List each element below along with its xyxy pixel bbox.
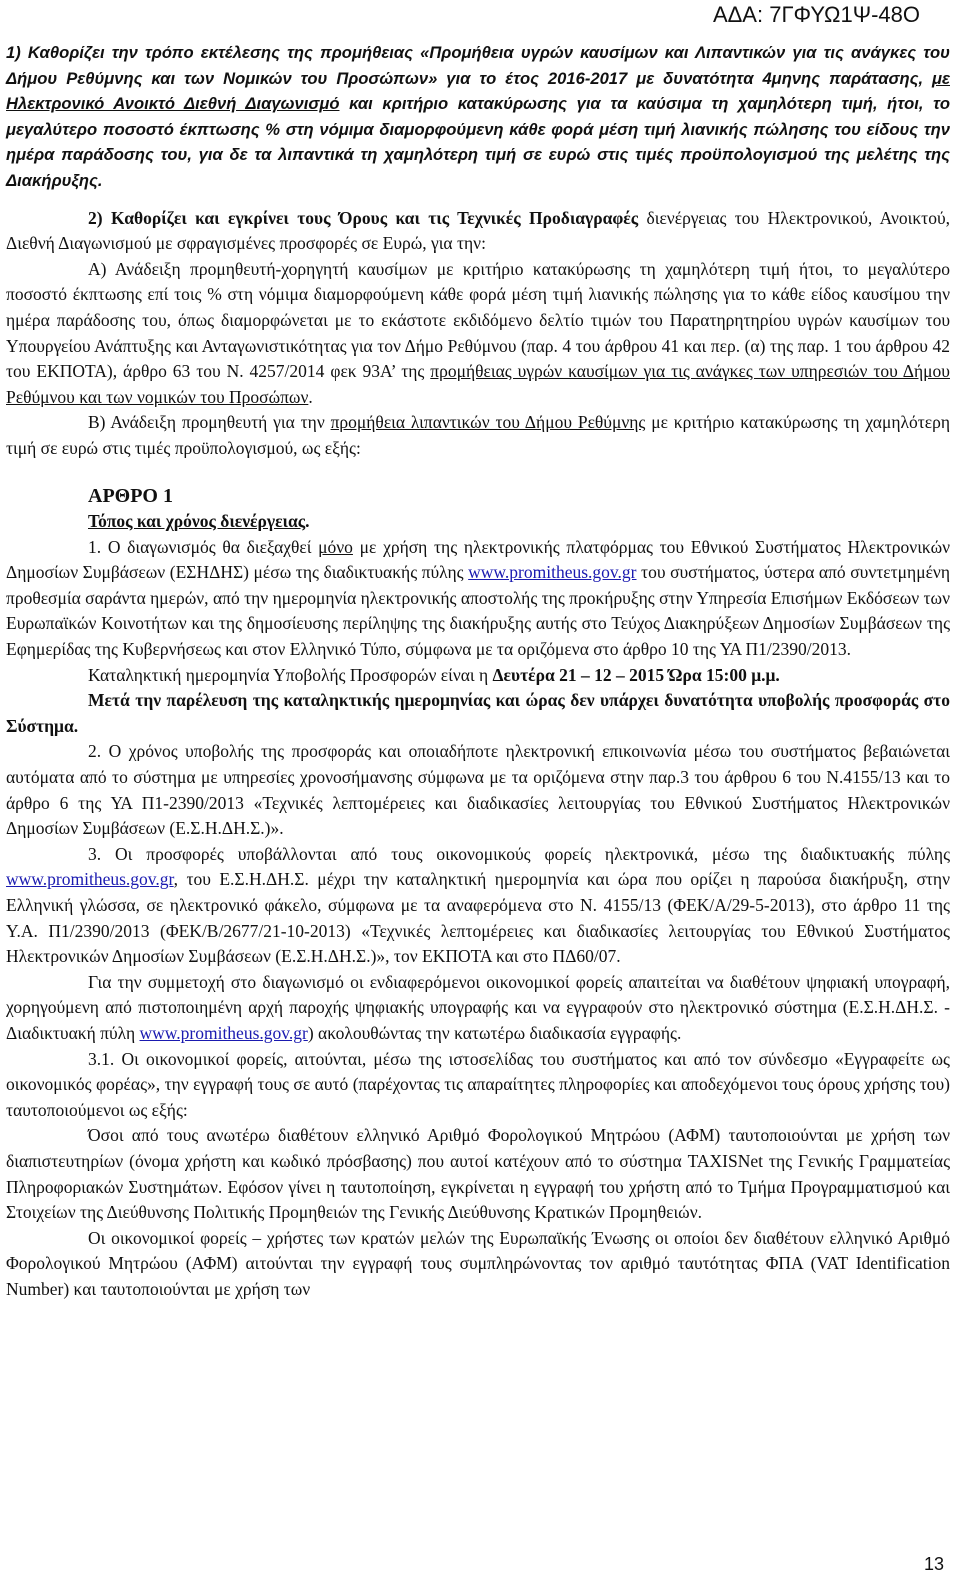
- paragraph-1-text: 1) Καθορίζει την τρόπο εκτέλεσης της προμήθειας «Προμήθεια υγρών καυσίμων και Λιπαντικών για τις ανάγκες του Δήμου Ρεθύμνης και των Νομικών του Προσώπων» για το έτος 2016-2017 με δυνατότητα 4μηνης παράτασης,: [6, 43, 950, 88]
- deadline-value: Δευτέρα 21 – 12 – 2015 Ώρα 15:00 μ.μ.: [492, 664, 780, 685]
- paragraph-b-text: Β) Ανάδειξη προμηθευτή για την: [88, 412, 331, 433]
- paragraph-5-text-end: , του Ε.Σ.Η.ΔΗ.Σ. μέχρι την καταληκτική ημερομηνία και ώρα που ορίζει η παρούσα διακήρυξη, στην Ελληνική γλώσσα, σε ηλεκτρονικό φάκελο, σύμφωνα με τα αναφερόμενα στο Ν. 4155/13 (ΦΕΚ/Α/29-5-2013), στο άρθρο 11 της Υ.Α. Π1/2390/2013 (ΦΕΚ/Β/2677/21-10-2013) «Τεχνικές λεπτομέρειες και διαδικασίες λειτουργίας του Εθνικού Συστήματος Ηλεκτρονικών Δημοσίων Συμβάσεων (Ε.Σ.Η.ΔΗ.Σ.)», τον ΕΚΠΟΤΑ και στο ΠΔ60/07.: [6, 869, 950, 967]
- article-subtitle-dot: .: [305, 511, 310, 532]
- paragraph-a-underlined: προμήθειας υγρών καυσίμων για τις ανάγκες των υπηρεσιών του Δήμου Ρεθύμνου και των νομικών του Προσώπων: [6, 361, 950, 407]
- ada-code: ΑΔΑ: 7ΓΦΥΩ1Ψ-48Ο: [712, 2, 920, 27]
- paragraph-4: 2. Ο χρόνος υποβολής της προσφοράς και οποιαδήποτε ηλεκτρονική επικοινωνία μέσω του συστήματος βεβαιώνεται αυτόματα από το σύστημα με υπηρεσίες χρονοσήμανσης σύμφωνα με τα οριζόμενα στην παρ.3 του άρθρου 6 του Ν.4155/13 και το άρθρο 6 της ΥΑ Π1-2390/2013 «Τεχνικές λεπτομέρειες και διαδικασίες λειτουργίας του Εθνικού Συστήματος Ηλεκτρονικών Δημοσίων Συμβάσεων (Ε.Σ.Η.ΔΗ.Σ.)».: [6, 741, 950, 839]
- paragraph-a-end: .: [308, 386, 313, 407]
- paragraph-1-underlined: με Ηλεκτρονικό Ανοικτό Διεθνή Διαγωνισμό: [6, 68, 950, 114]
- paragraph-deadline-note: Μετά την παρέλευση της καταληκτικής ημερομηνίας και ώρας δεν υπάρχει δυνατότητα υποβολής προσφοράς στο Σύστημα.: [6, 690, 950, 736]
- paragraph-2-text: διενέργειας του Ηλεκτρονικού, Ανοικτού, Διεθνή Διαγωνισμού με σφραγισμένες προσφορές σε Ευρώ, για την:: [6, 207, 950, 254]
- paragraph-a-text: Α) Ανάδειξη προμηθευτή-χορηγητή καυσίμων με κριτήριο κατακύρωσης τη χαμηλότερη τιμή ήτοι, το μεγαλύτερο ποσοστό έκπτωσης επί τοις % στη νόμιμα διαμορφούμενη κάθε φορά μέση τιμή λιανικής πώλησης για το κάθε είδος καυσίμου την ημέρα παράδοσης του, όπως διαμορφώνεται με το εκάστοτε εκδιδόμενο δελτίο τιμών του Παρατηρητηρίου υγρών καυσίμων του Υπουργείου Ανάπτυξης και Ανταγωνιστικότητας για τον Δήμο Ρεθύμνου (παρ. 4 του άρθρου 41 και περ. (α) της παρ. 1 του άρθρου 42 του ΕΚΠΟΤΑ), άρθρο 63 του Ν. 4257/2014 φεκ 93Α’ της: [6, 258, 950, 382]
- paragraph-deadline: [6, 663, 950, 689]
- paragraph-8: Όσοι από τους ανωτέρω διαθέτουν ελληνικό Αριθμό Φορολογικού Μητρώου (ΑΦΜ) ταυτοποιούνται με χρήση των διαπιστευτηρίων (όνομα χρήστη και κωδικό πρόσβασης) που αυτοί κατέχουν από το σύστημα TAXISNet της Γενικής Γραμματείας Πληροφοριακών Συστημάτων. Εφόσον γίνει η ταυτοποίηση, εγκρίνεται η εγγραφή του χρήστη από το Τμήμα Προγραμματισμού και Στοιχείων της Διεύθυνσης Πολιτικής Προμηθειών της Γενικής Διεύθυνσης Κρατικών Προμηθειών.: [6, 1125, 950, 1223]
- article-subtitle: [88, 509, 950, 535]
- paragraph-b-underlined: προμήθεια λιπαντικών του Δήμου Ρεθύμνης: [330, 412, 646, 433]
- paragraph-6-text-end: ) ακολουθώντας την κατωτέρω διαδικασία εγγραφής.: [307, 1022, 682, 1043]
- promitheus-link[interactable]: www.promitheus.gov.gr: [139, 1022, 308, 1043]
- paragraph-2: [6, 206, 950, 257]
- paragraph-6: [6, 970, 950, 1047]
- promitheus-link[interactable]: www.promitheus.gov.gr: [468, 562, 637, 583]
- deadline-label: Καταληκτική ημερομηνία Υποβολής Προσφορών είναι η: [88, 664, 493, 685]
- paragraph-5: [6, 842, 950, 970]
- paragraph-9: Οι οικονομικοί φορείς – χρήστες των κρατών μελών της Ευρωπαϊκής Ένωσης οι οποίοι δεν διαθέτουν ελληνικό Αριθμό Φορολογικού Μητρώου (ΑΦΜ) αιτούνται την εγγραφή τους συμπληρώνοντας τον αριθμό ταυτότητας ΦΠΑ (VAT Identification Number) και ταυτοποιούνται με χρήση των: [6, 1227, 950, 1299]
- paragraph-3-text-mid: με χρήση της ηλεκτρονικής πλατφόρμας του Εθνικού Συστήματος Ηλεκτρονικών Δημοσίων Συμβάσεων (ΕΣΗΔΗΣ) μέσω της διαδικτυακής πύλης: [6, 536, 950, 583]
- paragraph-3-text: 1. Ο διαγωνισμός θα διεξαχθεί: [88, 536, 319, 557]
- paragraph-6-text: Για την συμμετοχή στο διαγωνισμό οι ενδιαφερόμενοι οικονομικοί φορείς απαιτείται να διαθέτουν ψηφιακή υπογραφή, χορηγούμενη από πιστοποιημένη αρχή παροχής ψηφιακής υπογραφής και να εγγραφούν στο ηλεκτρονικό σύστημα (Ε.Σ.Η.ΔΗ.Σ. - Διαδικτυακή πύλη: [6, 971, 950, 1043]
- article-subtitle-text: Τόπος και χρόνος διενέργειας: [88, 511, 306, 532]
- paragraph-b-end: με κριτήριο κατακύρωσης τη χαμηλότερη τιμή σε ευρώ στις τιμές προϋπολογισμού, ως εξής:: [6, 412, 950, 458]
- paragraph-7: 3.1. Οι οικονομικοί φορείς, αιτούνται, μέσω της ιστοσελίδας του συστήματος και από τον σύνδεσμο «Εγγραφείτε ως οικονομικός φορέας», την εγγραφή τους σε αυτό (παρέχοντας τις απαραίτητες πληροφορίες και αποδεχόμενοι τους όρους χρήσης του) ταυτοποιούμενοι ως εξής:: [6, 1048, 950, 1120]
- paragraph-3-text-end: του συστήματος, ύστερα από συντετμημένη προθεσμία σαράντα ημερών, από την ημερομηνία ηλεκτρονικής αποστολής της προκήρυξης στην Υπηρεσία Επισήμων Εκδόσεων των Ευρωπαϊκών Κοινοτήτων και της δημοσίευσης περίληψης της διακήρυξης αυτής στο Τεύχος Διακηρύξεων Δημοσίων Συμβάσεων της Εφημερίδας της Κυβερνήσεως και στον Ελληνικό Τύπο, σύμφωνα με τα οριζόμενα στο άρθρο 10 της ΥΑ Π1/2390/2013.: [6, 562, 950, 660]
- page-number: 13: [923, 1554, 944, 1574]
- paragraph-1: [6, 40, 950, 194]
- paragraph-1-text-end: και κριτήριο κατακύρωσης για τα καύσιμα τη χαμηλότερη τιμή, ήτοι, το μεγαλύτερο ποσοστό έκπτωσης % στη νόμιμα διαμορφούμενη κάθε φορά μέση τιμή λιανικής πώλησης του είδους την ημέρα παράδοσης του, για δε τα λιπαντικά τη χαμηλότερη τιμή σε ευρώ στις τιμές προϋπολογισμού της μελέτης της Διακήρυξης.: [6, 94, 950, 190]
- document-body: [6, 40, 950, 1303]
- paragraph-a: [6, 257, 950, 411]
- article-title: ΑΡΘΡΟ 1: [88, 484, 173, 507]
- paragraph-3-underlined: μόνο: [318, 536, 353, 557]
- promitheus-link[interactable]: www.promitheus.gov.gr: [6, 869, 174, 890]
- paragraph-b: [6, 410, 950, 461]
- paragraph-2-bold: 2) Καθορίζει και εγκρίνει τους Όρους και τις Τεχνικές Προδιαγραφές: [88, 207, 639, 228]
- paragraph-5-text: 3. Οι προσφορές υποβάλλονται από τους οικονομικούς φορείς ηλεκτρονικά, μέσω της διαδικτυακής πύλης: [88, 843, 950, 864]
- paragraph-3: [6, 535, 950, 663]
